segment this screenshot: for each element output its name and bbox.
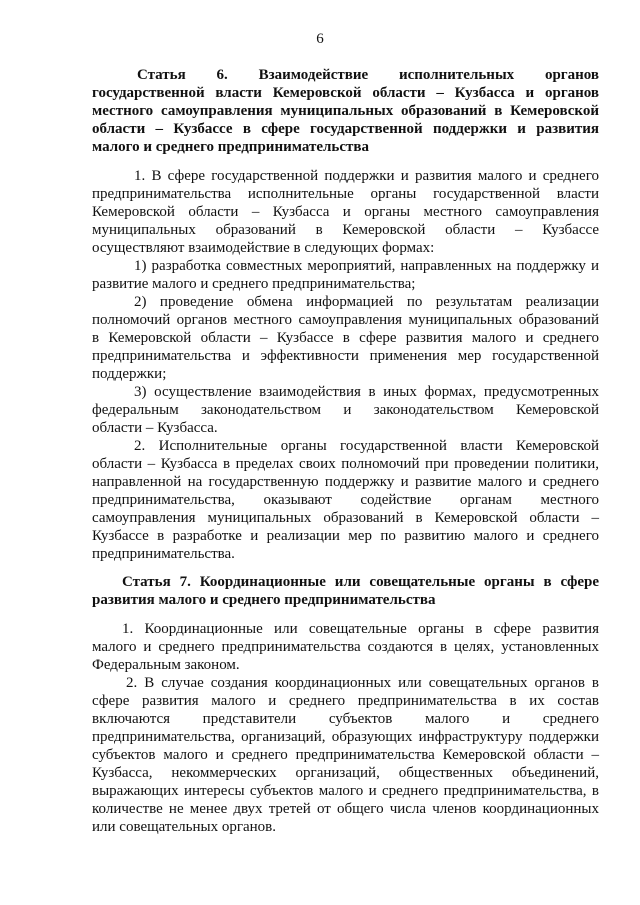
article7-body-line: включаются представители субъектов малого и среднего	[92, 711, 599, 727]
article7-body-line: 1. Координационные или совещательные органы в сфере развития	[122, 621, 599, 637]
article7-body-line: Федеральным законом.	[92, 657, 240, 673]
article6-body-line: осуществляют взаимодействие в следующих формах:	[92, 240, 435, 256]
article6-body-line: области – Кузбасса в пределах своих полномочий при проведении политики,	[92, 456, 599, 472]
article6-body-line: 3) осуществление взаимодействия в иных формах, предусмотренных	[134, 384, 599, 400]
page-number: 6	[316, 31, 324, 47]
article6-heading-line: местного самоуправления муниципальных образований в Кемеровской	[92, 103, 599, 119]
article6-body-line: поддержки;	[92, 366, 167, 382]
article6-body-line: предпринимательства исполнительные органы государственной власти	[92, 186, 599, 202]
article7-body-line: малого и среднего предпринимательства создаются в целях, установленных	[92, 639, 599, 655]
article6-heading-line: области – Кузбассе в сфере государственной поддержки и развития	[92, 121, 599, 137]
article7-body-line: или совещательных органов.	[92, 819, 276, 835]
article7-body-line: 2. В случае создания координационных или совещательных органов в	[126, 675, 599, 691]
article7-body-line: количестве не менее двух третей от общего числа членов координационных	[92, 801, 599, 817]
article6-body-line: федеральным законодательством и законодательством Кемеровской	[92, 402, 599, 418]
article6-heading-line: Статья 6. Взаимодействие исполнительных органов	[137, 67, 599, 83]
article7-heading-line: развития малого и среднего предпринимательства	[92, 592, 436, 608]
article6-body-line: 2. Исполнительные органы государственной власти Кемеровской	[134, 438, 599, 454]
article7-heading-line: Статья 7. Координационные или совещательные органы в сфере	[122, 574, 599, 590]
article6-body-line: предпринимательства, оказывают содействие органам местного	[92, 492, 599, 508]
article6-body-line: муниципальных образований в Кемеровской области – Кузбассе	[92, 222, 599, 238]
article6-body-line: в Кемеровской области – Кузбассе в сфере развития малого и среднего	[92, 330, 599, 346]
article7-body-line: субъектов малого и среднего предпринимательства Кемеровской области –	[92, 747, 599, 763]
article7-body-line: выражающих интересы субъектов малого и среднего предпринимательства, в	[92, 783, 599, 799]
article6-body-line: 1) разработка совместных мероприятий, направленных на поддержку и	[134, 258, 599, 274]
article7-body-line: сфере развития малого и среднего предпринимательства в их состав	[92, 693, 599, 709]
article6-heading-line: малого и среднего предпринимательства	[92, 139, 369, 155]
article6-body-line: развитие малого и среднего предпринимательства;	[92, 276, 416, 292]
article6-heading-line: государственной власти Кемеровской области – Кузбасса и органов	[92, 85, 599, 101]
article6-body-line: 2) проведение обмена информацией по результатам реализации	[134, 294, 599, 310]
article6-body-line: предпринимательства и эффективности применения мер государственной	[92, 348, 599, 364]
article6-body-line: Кузбассе в разработке и реализации мер по развитию малого и среднего	[92, 528, 599, 544]
article6-body-line: направленной на государственную поддержку и развитие малого и среднего	[92, 474, 599, 490]
article6-body-line: полномочий органов местного самоуправления муниципальных образований	[92, 312, 599, 328]
article6-body-line: предпринимательства.	[92, 546, 235, 562]
article6-body-line: 1. В сфере государственной поддержки и развития малого и среднего	[134, 168, 599, 184]
article6-body-line: Кемеровской области – Кузбасса и органы местного самоуправления	[92, 204, 599, 220]
article7-body-line: Кузбасса, некоммерческих организаций, общественных объединений,	[92, 765, 599, 781]
article6-body-line: самоуправления муниципальных образований в Кемеровской области –	[92, 510, 599, 526]
article6-body-line: области – Кузбасса.	[92, 420, 218, 436]
article7-body-line: предпринимательства, организаций, образующих инфраструктуру поддержки	[92, 729, 599, 745]
